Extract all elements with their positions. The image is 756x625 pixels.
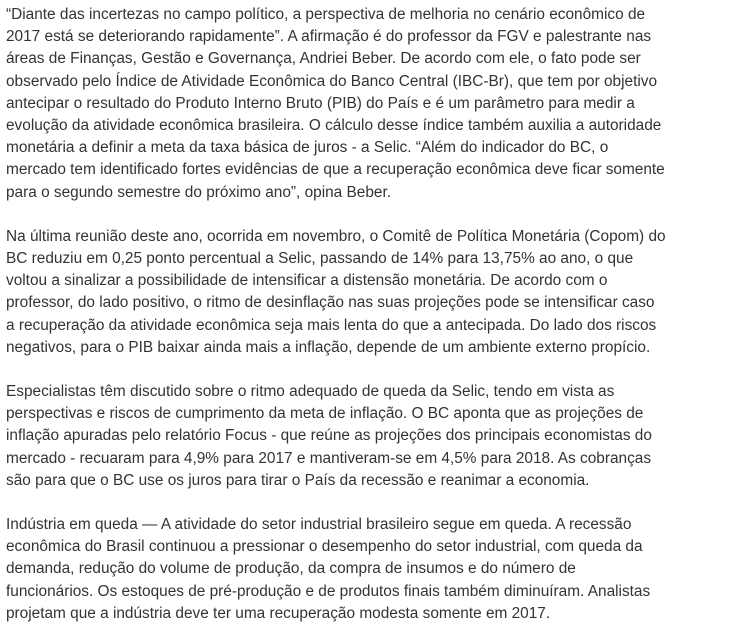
paragraph-line: BC reduziu em 0,25 ponto percentual a Selic, passando de 14% para 13,75% ao ano, o que: [6, 250, 634, 268]
paragraph-line: demanda, redução do volume de produção, da compra de insumos e do número de: [6, 560, 576, 578]
paragraph-line: negativos, para o PIB baixar ainda mais a inflação, depende de um ambiente externo propício.: [6, 338, 651, 356]
paragraph-line: Especialistas têm discutido sobre o ritmo adequado de queda da Selic, tendo em vista as: [6, 383, 615, 401]
paragraph-4: [6, 514, 750, 625]
paragraph-1: [6, 4, 750, 204]
paragraph-3: [6, 381, 750, 492]
paragraph-line: “Diante das incertezas no campo político, a perspectiva de melhoria no cenário econômico de: [6, 6, 646, 23]
paragraph-line: áreas de Finanças, Gestão e Governança, Andriei Beber. De acordo com ele, o fato pode ser: [6, 50, 641, 68]
article-body: [6, 4, 750, 625]
paragraph-line: mercado - recuaram para 4,9% para 2017 e mantiveram-se em 4,5% para 2018. As cobranças: [6, 449, 652, 467]
paragraph-line: para o segundo semestre do próximo ano”, opina Beber.: [6, 183, 392, 201]
paragraph-line: econômica do Brasil continuou a pressionar o desempenho do setor industrial, com queda da: [6, 538, 643, 556]
paragraph-2: [6, 226, 750, 359]
paragraph-line: monetária a definir a meta da taxa básica de juros - a Selic. “Além do indicador do BC, o: [6, 139, 609, 157]
paragraph-line: mercado tem identificado fortes evidências de que a recuperação econômica deve ficar somente: [6, 161, 665, 179]
paragraph-line: voltou a sinalizar a possibilidade de intensificar a distensão monetária. De acordo com o: [6, 272, 608, 290]
paragraph-line: Indústria em queda — A atividade do setor industrial brasileiro segue em queda. A recessão: [6, 516, 632, 534]
paragraph-line: funcionários. Os estoques de pré-produção e de produtos finais também diminuíram. Analistas: [6, 582, 651, 600]
paragraph-line: observado pelo Índice de Atividade Econômica do Banco Central (IBC-Br), que tem por objetivo: [6, 72, 658, 90]
paragraph-line: 2017 está se deteriorando rapidamente”. A afirmação é do professor da FGV e palestrante nas: [6, 28, 652, 46]
paragraph-line: inflação apuradas pelo relatório Focus - que reúne as projeções dos principais economistas do: [6, 427, 652, 445]
paragraph-line: Na última reunião deste ano, ocorrida em novembro, o Comitê de Política Monetária (Copom) do: [6, 227, 666, 245]
paragraph-line: perspectivas e riscos de cumprimento da meta de inflação. O BC aponta que as projeções de: [6, 405, 644, 423]
paragraph-line: a recuperação da atividade econômica seja mais lenta do que a antecipada. Do lado dos riscos: [6, 316, 657, 334]
paragraph-line: professor, do lado positivo, o ritmo de desinflação nas suas projeções pode se intensificar caso: [6, 294, 655, 312]
paragraph-line: evolução da atividade econômica brasileira. O cálculo desse índice também auxilia a autoridade: [6, 117, 662, 135]
paragraph-line: são para que o BC use os juros para tirar o País da recessão e reanimar a economia.: [6, 471, 590, 489]
paragraph-line: projetam que a indústria deve ter uma recuperação modesta somente em 2017.: [6, 604, 551, 622]
paragraph-line: antecipar o resultado do Produto Interno Bruto (PIB) do País e é um parâmetro para medir a: [6, 94, 635, 112]
